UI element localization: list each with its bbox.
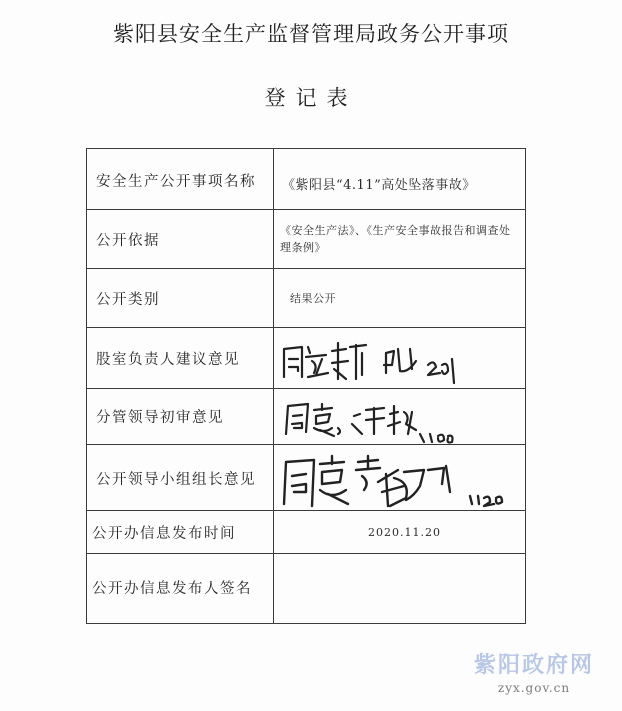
label-release-time: 公开办信息发布时间 — [92, 526, 236, 542]
signature-section-head — [276, 335, 476, 390]
row-divider — [86, 327, 526, 328]
value-release-time: 2020.11.20 — [368, 526, 441, 539]
label-leader-review: 分管领导初审意见 — [96, 410, 224, 426]
label-publisher-signature: 公开办信息发布人签名 — [92, 581, 252, 597]
document-title: 紫阳县安全生产监督管理局政务公开事项 — [113, 22, 509, 46]
value-item-name: 《紫阳县“4.11”高处坠落事故》 — [282, 178, 476, 193]
label-basis: 公开依据 — [96, 233, 160, 249]
row-divider — [86, 553, 526, 554]
label-section-opinion: 股室负责人建议意见 — [96, 352, 240, 368]
label-category: 公开类别 — [96, 292, 160, 308]
site-watermark — [474, 648, 594, 695]
signature-group-leader — [274, 452, 514, 514]
watermark-name: 紫阳政府网 — [473, 653, 594, 678]
row-divider — [86, 209, 526, 210]
value-category: 结果公开 — [290, 292, 336, 305]
signature-leader-review — [280, 394, 480, 446]
document-subtitle: 登记表 — [264, 86, 358, 110]
watermark-url: zyx.gov.cn — [497, 681, 571, 695]
value-basis: 《安全生产法》、《生产安全事故报告和调查处理条例》 — [280, 224, 511, 254]
row-divider — [86, 268, 526, 269]
label-group-leader-opinion: 公开领导小组组长意见 — [96, 472, 256, 488]
label-item-name: 安全生产公开事项名称 — [96, 174, 256, 190]
